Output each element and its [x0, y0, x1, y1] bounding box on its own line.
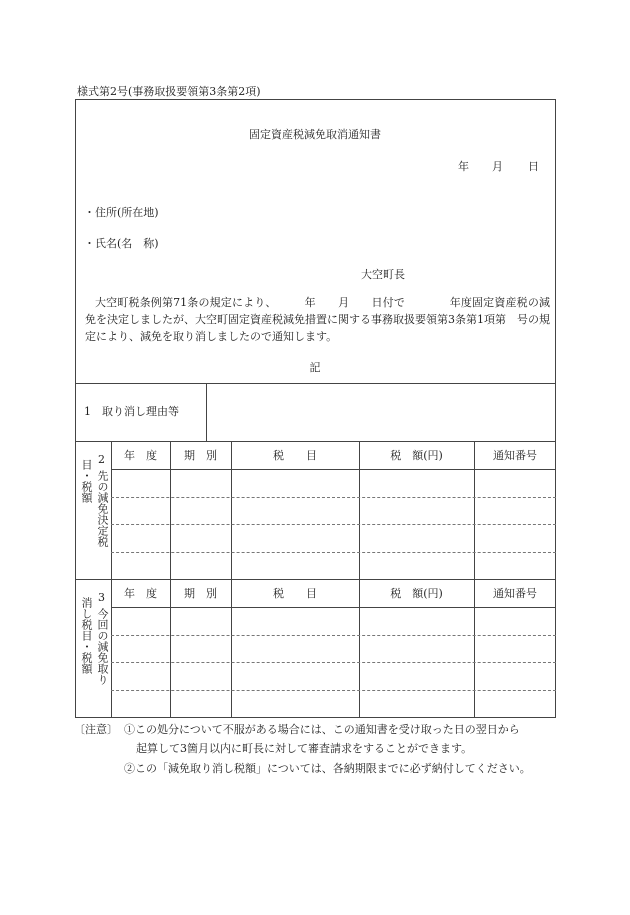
section2-cell[interactable] [232, 525, 358, 551]
notes-prefix: 〔注意〕 [74, 723, 118, 736]
section3-cell[interactable] [171, 691, 230, 717]
section2-cell[interactable] [112, 470, 169, 496]
issuer-name: 大空町長 [361, 268, 405, 281]
section3-header-amount: 税 額(円) [390, 587, 443, 600]
section3-cell[interactable] [360, 608, 473, 634]
section3-label-col2: 消し税目・税額 [80, 597, 93, 674]
section3-cell[interactable] [112, 691, 169, 717]
section2-cell[interactable] [475, 525, 555, 551]
section2-cell[interactable] [171, 525, 230, 551]
section2-cell[interactable] [360, 470, 473, 496]
section3-cell[interactable] [112, 663, 169, 689]
section2-header-period: 期 別 [184, 449, 217, 462]
section2-top-border [75, 441, 556, 442]
note-1-line-1: ①この処分について不服がある場合には、この通知書を受け取った日の翌日から [124, 723, 520, 736]
section2-cell[interactable] [360, 498, 473, 524]
section2-cell[interactable] [232, 470, 358, 496]
section3-cell[interactable] [360, 691, 473, 717]
section2-cell[interactable] [360, 553, 473, 579]
section2-cell[interactable] [171, 470, 230, 496]
note-1-line-2: 起算して3箇月以内に町長に対して審査請求をすることができます。 [136, 742, 473, 755]
section3-cell[interactable] [232, 691, 358, 717]
section3-label-col1: 今回の減免取り [96, 608, 109, 685]
section2-cell[interactable] [475, 498, 555, 524]
date-year: 年 [458, 160, 469, 173]
section3-cell[interactable] [112, 608, 169, 634]
section3-header-tax-item: 税 目 [273, 587, 317, 600]
date-day: 日 [528, 160, 539, 173]
section3-cell[interactable] [171, 636, 230, 662]
section3-header-notice-no: 通知番号 [493, 587, 537, 600]
section2-header-amount: 税 額(円) [390, 449, 443, 462]
section3-cell[interactable] [475, 691, 555, 717]
section3-cell[interactable] [232, 608, 358, 634]
section3-header-year: 年 度 [124, 587, 157, 600]
section2-cell[interactable] [475, 470, 555, 496]
section2-cell[interactable] [112, 498, 169, 524]
section3-number: 3 [98, 591, 105, 604]
section3-cell[interactable] [112, 636, 169, 662]
date-month: 月 [492, 160, 503, 173]
section2-cell[interactable] [112, 553, 169, 579]
section2-cell[interactable] [232, 498, 358, 524]
section3-cell[interactable] [475, 663, 555, 689]
section3-cell[interactable] [171, 608, 230, 634]
section1-divider [206, 383, 207, 441]
section2-cell[interactable] [232, 553, 358, 579]
document-title: 固定資産税減免取消通知書 [249, 128, 381, 141]
notice-body: 大空町税条例第71条の規定により、 年 月 日付で 年度固定資産税の減免を決定しましたが、大空町固定資産税減免措置に関する事務取扱要領第3条第1項第 号の規定により、減免を取り消しましたので通知します。 [85, 296, 550, 343]
section2-header-notice-no: 通知番号 [493, 449, 537, 462]
section1-reason-field[interactable] [208, 386, 554, 438]
section2-label-col2: 目・税額 [80, 459, 93, 503]
section1-label: 1 取り消し理由等 [84, 405, 179, 418]
section2-cell[interactable] [171, 498, 230, 524]
section3-cell[interactable] [232, 663, 358, 689]
section2-number: 2 [98, 453, 105, 466]
note-2: ②この「減免取り消し税額」については、各納期限までに必ず納付してください。 [124, 762, 531, 775]
section2-cell[interactable] [171, 553, 230, 579]
section3-cell[interactable] [232, 636, 358, 662]
section2-cell[interactable] [475, 553, 555, 579]
ki-mark: 記 [309, 361, 321, 374]
section2-cell[interactable] [112, 525, 169, 551]
section2-header-tax-item: 税 目 [273, 449, 317, 462]
address-label: ・住所(所在地) [84, 206, 159, 219]
section3-cell[interactable] [475, 636, 555, 662]
section3-header-period: 期 別 [184, 587, 217, 600]
section1-top-border [75, 383, 556, 384]
section3-cell[interactable] [360, 636, 473, 662]
section2-cell[interactable] [360, 525, 473, 551]
section3-cell[interactable] [360, 663, 473, 689]
section3-cell[interactable] [171, 663, 230, 689]
form-number-label: 様式第2号(事務取扱要領第3条第2項) [77, 85, 261, 98]
section2-header-year: 年 度 [124, 449, 157, 462]
section2-label-col1: 先の減免決定税 [96, 470, 109, 547]
name-label: ・氏名(名 称) [84, 237, 159, 250]
section3-cell[interactable] [475, 608, 555, 634]
section3-top-border [75, 579, 556, 580]
